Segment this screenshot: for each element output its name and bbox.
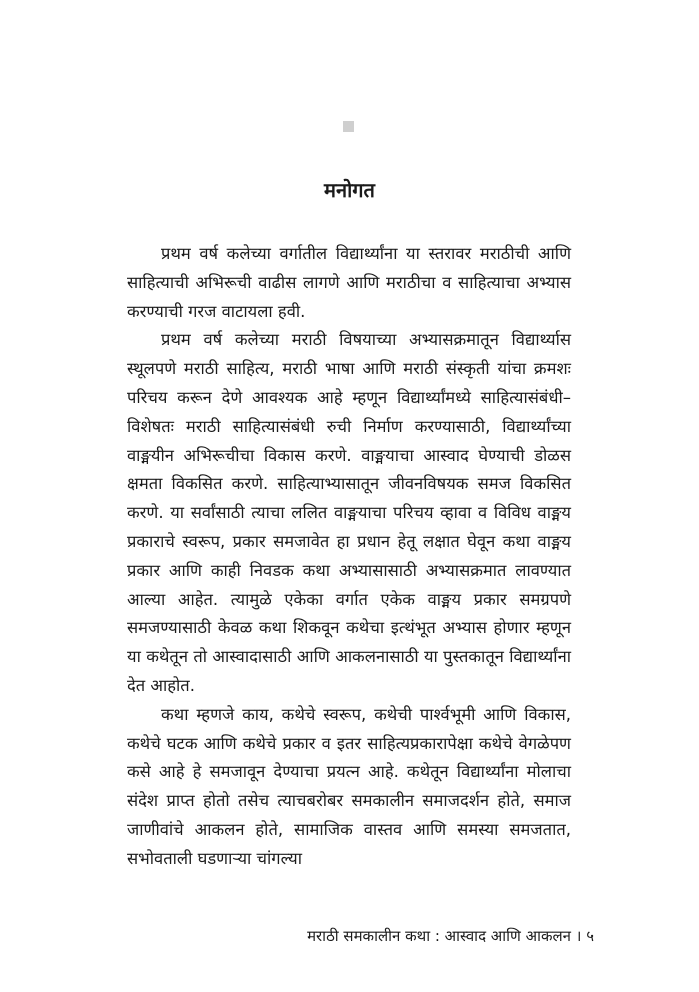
body-text	[127, 240, 571, 874]
paragraph-3	[127, 701, 571, 874]
paragraph-2	[127, 326, 571, 700]
paragraph-3-text: कथा म्हणजे काय, कथेचे स्वरूप, कथेची पार्श्वभूमी आणि विकास, कथेचे घटक आणि कथेचे प्रकार व इतर साहित्यप्रकारापेक्षा कथेचे वेगळेपण कसे आहे हे समजावून देण्याचा प्रयत्न आहे. कथेतून विद्यार्थ्यांना मोलाचा संदेश प्राप्त होतो तसेच त्याचबरोबर समकालीन समाजदर्शन होते, समाज जाणीवांचे आकलन होते, सामाजिक वास्तव आणि समस्या समजतात, सभोवताली घडणाऱ्या चांगल्या	[127, 704, 571, 868]
ornament-square	[343, 121, 354, 132]
page-title: मनोगत	[324, 178, 375, 202]
paragraph-1	[127, 240, 571, 326]
paragraph-1-text: प्रथम वर्ष कलेच्या वर्गातील विद्यार्थ्यांना या स्तरावर मराठीची आणि साहित्याची अभिरूची वाढीस लागणे आणि मराठीचा व साहित्याचा अभ्यास करण्याची गरज वाटायला हवी.	[127, 244, 571, 321]
page-footer: मराठी समकालीन कथा : आस्वाद आणि आकलन । ५	[307, 927, 594, 945]
paragraph-2-text: प्रथम वर्ष कलेच्या मराठी विषयाच्या अभ्यासक्रमातून विद्यार्थ्यास स्थूलपणे मराठी साहित्य, मराठी भाषा आणि मराठी संस्कृती यांचा क्रमशः परिचय करून देणे आवश्यक आहे म्हणून विद्यार्थ्यांमध्ये साहित्यासंबंधी–विशेषतः मराठी साहित्यासंबंधी रुची निर्माण करण्यासाठी, विद्यार्थ्यांच्या वाङ्मयीन अभिरूचीचा विकास करणे. वाङ्मयाचा आस्वाद घेण्याची डोळस क्षमता विकसित करणे. साहित्याभ्यासातून जीवनविषयक समज विकसित करणे. या सर्वांसाठी त्याचा ललित वाङ्मयाचा परिचय व्हावा व विविध वाङ्मय प्रकाराचे स्वरूप, प्रकार समजावेत हा प्रधान हेतू लक्षात घेवून कथा वाङ्मय प्रकार आणि काही निवडक कथा अभ्यासासाठी अभ्यासक्रमात लावण्यात आल्या आहेत. त्यामुळे एकेका वर्गात एकेक वाङ्मय प्रकार समग्रपणे समजण्यासाठी केवळ कथा शिकवून कथेचा इत्थंभूत अभ्यास होणार म्हणून या कथेतून तो आस्वादासाठी आणि आकलनासाठी या पुस्तकातून विद्यार्थ्यांना देत आहोत.	[127, 330, 571, 695]
